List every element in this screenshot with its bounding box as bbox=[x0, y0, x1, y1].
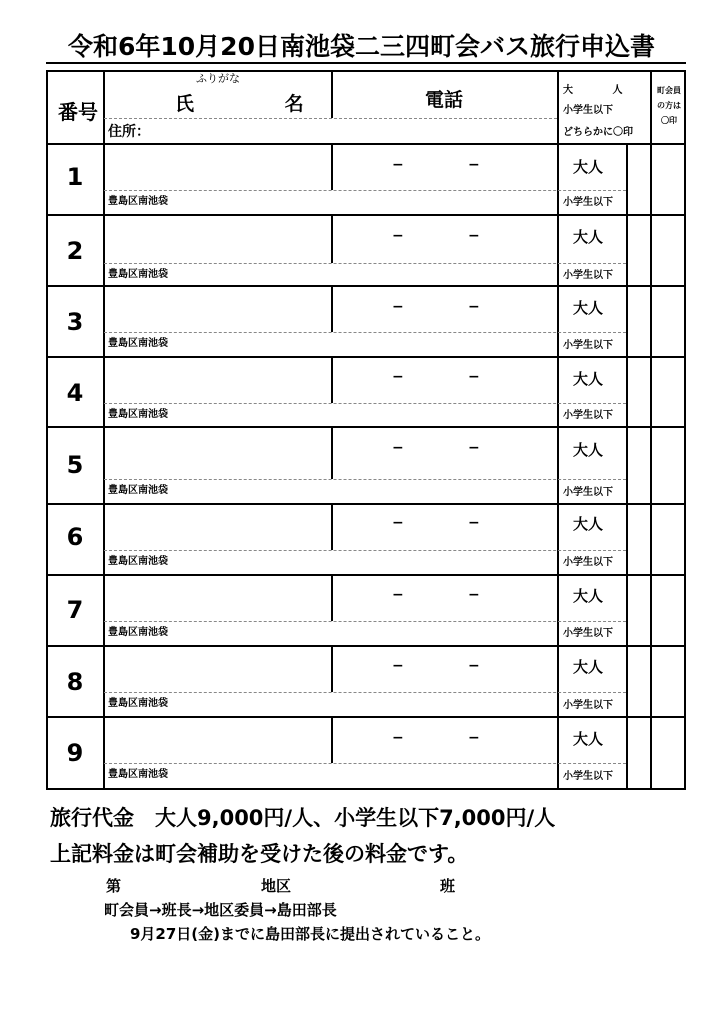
child-option: 小学生以下 bbox=[563, 340, 613, 351]
phone-separator: − bbox=[468, 440, 480, 456]
row-number: 1 bbox=[66, 163, 84, 191]
row-number: 2 bbox=[66, 237, 84, 265]
row-divider bbox=[104, 692, 626, 694]
row-name-phone-divider bbox=[331, 144, 333, 190]
row-divider bbox=[104, 403, 626, 405]
header-circle-either: どちらかに〇印 bbox=[563, 127, 633, 138]
application-form-table bbox=[46, 70, 686, 790]
page-title: 令和6年10月20日南池袋二三四町会バス旅行申込書 bbox=[68, 32, 655, 61]
header-phone: 電話 bbox=[425, 89, 464, 111]
row-divider bbox=[104, 621, 626, 623]
row-address: 豊島区南池袋 bbox=[108, 698, 168, 709]
row-address: 豊島区南池袋 bbox=[108, 269, 168, 280]
row-bottom-line bbox=[46, 285, 686, 287]
child-option: 小学生以下 bbox=[563, 487, 613, 498]
row-name-phone-divider bbox=[331, 575, 333, 621]
row-bottom-line bbox=[46, 716, 686, 718]
adult-option: 大人 bbox=[573, 587, 604, 605]
phone-separator: − bbox=[468, 369, 480, 385]
row-number: 8 bbox=[66, 668, 84, 696]
row-number: 4 bbox=[66, 379, 84, 407]
row-name-phone-divider bbox=[331, 646, 333, 692]
row-name-phone-divider bbox=[331, 286, 333, 332]
row-name-phone-divider bbox=[331, 427, 333, 479]
child-option: 小学生以下 bbox=[563, 410, 613, 421]
submission-deadline: 9月27日(金)までに島田部長に提出されていること。 bbox=[130, 925, 491, 943]
child-option: 小学生以下 bbox=[563, 197, 613, 208]
header-address: 住所： bbox=[108, 124, 150, 140]
header-adult: 大 人 bbox=[563, 85, 641, 96]
adult-option: 大人 bbox=[573, 158, 604, 176]
district-chiku: 地区 bbox=[261, 877, 292, 895]
row-bottom-line bbox=[46, 645, 686, 647]
phone-separator: − bbox=[392, 515, 404, 531]
row-address: 豊島区南池袋 bbox=[108, 769, 168, 780]
row-number: 9 bbox=[66, 739, 84, 767]
row-divider bbox=[104, 332, 626, 334]
header-name: 氏 名 bbox=[175, 93, 346, 115]
phone-separator: − bbox=[392, 157, 404, 173]
row-name-phone-divider bbox=[331, 357, 333, 403]
adult-option: 大人 bbox=[573, 370, 604, 388]
phone-separator: − bbox=[468, 587, 480, 603]
row-number: 6 bbox=[66, 523, 84, 551]
district-han: 班 bbox=[440, 877, 456, 895]
row-divider bbox=[104, 550, 626, 552]
phone-separator: − bbox=[392, 228, 404, 244]
adult-option: 大人 bbox=[573, 658, 604, 676]
row-bottom-line bbox=[46, 356, 686, 358]
header-member-line3: 〇印 bbox=[661, 116, 677, 125]
row-address: 豊島区南池袋 bbox=[108, 409, 168, 420]
phone-separator: − bbox=[468, 228, 480, 244]
row-bottom-line bbox=[46, 214, 686, 216]
child-option: 小学生以下 bbox=[563, 270, 613, 281]
row-divider bbox=[104, 263, 626, 265]
district-dai: 第 bbox=[106, 877, 122, 895]
phone-separator: − bbox=[392, 369, 404, 385]
subsidy-note: 上記料金は町会補助を受けた後の料金です。 bbox=[50, 842, 469, 866]
adult-option: 大人 bbox=[573, 730, 604, 748]
row-bottom-line bbox=[46, 503, 686, 505]
row-address: 豊島区南池袋 bbox=[108, 196, 168, 207]
phone-separator: − bbox=[468, 299, 480, 315]
submission-route: 町会員→班長→地区委員→島田部長 bbox=[104, 901, 337, 919]
column-divider-category-check bbox=[626, 144, 628, 790]
row-number: 7 bbox=[66, 596, 84, 624]
header-member-line2: の方は bbox=[657, 101, 681, 110]
adult-option: 大人 bbox=[573, 515, 604, 533]
row-bottom-line bbox=[46, 426, 686, 428]
phone-separator: − bbox=[468, 658, 480, 674]
phone-separator: − bbox=[392, 658, 404, 674]
phone-separator: − bbox=[468, 157, 480, 173]
row-name-phone-divider bbox=[331, 717, 333, 763]
row-name-phone-divider bbox=[331, 504, 333, 550]
row-number: 3 bbox=[66, 308, 84, 336]
adult-option: 大人 bbox=[573, 228, 604, 246]
child-option: 小学生以下 bbox=[563, 700, 613, 711]
row-number: 5 bbox=[66, 451, 84, 479]
adult-option: 大人 bbox=[573, 299, 604, 317]
adult-option: 大人 bbox=[573, 441, 604, 459]
phone-separator: − bbox=[392, 440, 404, 456]
row-address: 豊島区南池袋 bbox=[108, 627, 168, 638]
header-child: 小学生以下 bbox=[563, 105, 613, 116]
column-divider-phone-category bbox=[557, 70, 559, 790]
row-bottom-line bbox=[46, 574, 686, 576]
phone-separator: − bbox=[392, 730, 404, 746]
row-address: 豊島区南池袋 bbox=[108, 556, 168, 567]
row-name-phone-divider bbox=[331, 215, 333, 263]
phone-separator: − bbox=[468, 515, 480, 531]
child-option: 小学生以下 bbox=[563, 628, 613, 639]
fee-note: 旅行代金 大人9,000円/人、小学生以下7,000円/人 bbox=[50, 806, 556, 830]
child-option: 小学生以下 bbox=[563, 771, 613, 782]
phone-separator: − bbox=[392, 299, 404, 315]
phone-separator: − bbox=[468, 730, 480, 746]
header-member bbox=[652, 83, 686, 128]
row-divider bbox=[104, 479, 626, 481]
phone-separator: − bbox=[392, 587, 404, 603]
header-name-divider bbox=[104, 118, 557, 120]
header-member-line1: 町会員 bbox=[657, 86, 681, 95]
header-bottom-line bbox=[46, 143, 686, 145]
row-divider bbox=[104, 763, 626, 765]
child-option: 小学生以下 bbox=[563, 557, 613, 568]
row-divider bbox=[104, 190, 626, 192]
header-furigana: ふりがな bbox=[196, 72, 240, 85]
row-address: 豊島区南池袋 bbox=[108, 338, 168, 349]
header-number: 番号 bbox=[58, 100, 98, 124]
title-underline bbox=[46, 62, 686, 64]
row-address: 豊島区南池袋 bbox=[108, 485, 168, 496]
column-divider-member bbox=[650, 70, 652, 790]
